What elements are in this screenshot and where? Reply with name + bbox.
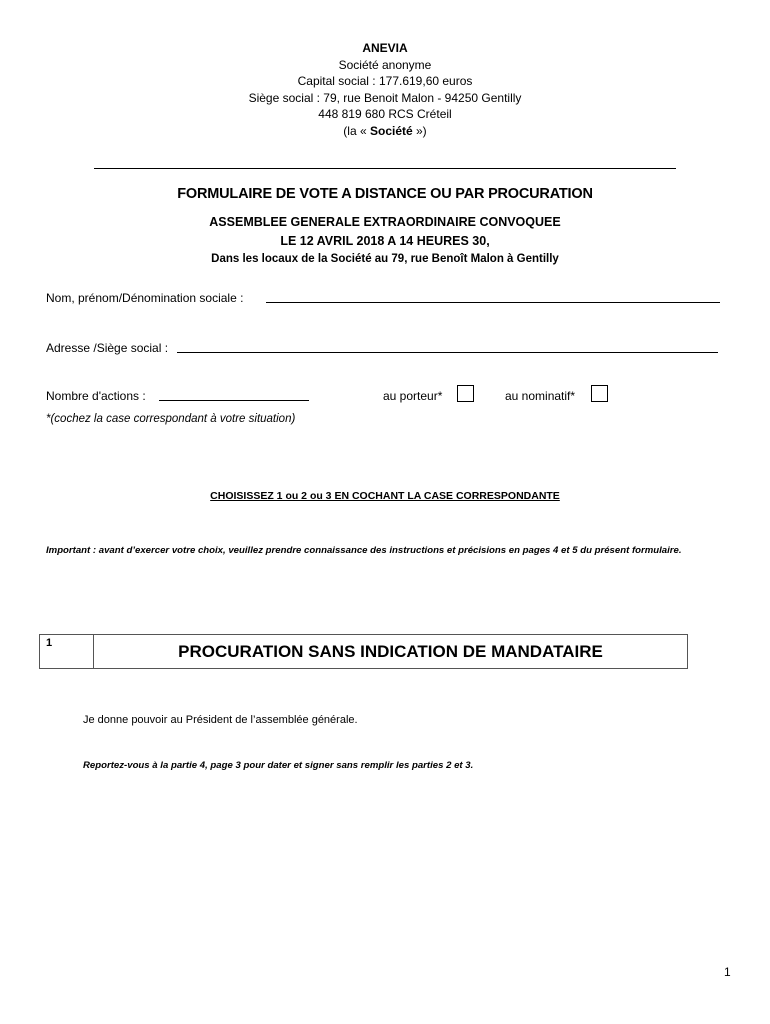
meeting-location: Dans les locaux de la Société au 79, rue Benoît Malon à Gentilly (211, 253, 559, 265)
registered-checkbox[interactable] (591, 385, 608, 402)
meeting-date: LE 12 AVRIL 2018 A 14 HEURES 30, (280, 234, 490, 248)
section-1-header (39, 634, 688, 669)
important-note: Important : avant d’exercer votre choix, veuillez prendre connaissance des instructions et précisions en pages 4 et 5 du présent formulaire. (46, 545, 682, 556)
choose-instruction: CHOISISSEZ 1 ou 2 ou 3 EN COCHANT LA CASE CORRESPONDANTE (210, 490, 560, 502)
name-field[interactable] (266, 302, 720, 303)
section-number: 1 (46, 637, 53, 649)
company-seat: Siège social : 79, rue Benoit Malon - 94250 Gentilly (248, 91, 522, 105)
alias-name: Société (369, 124, 413, 138)
form-title: FORMULAIRE DE VOTE A DISTANCE OU PAR PROCURATION (177, 186, 593, 202)
address-field[interactable] (177, 352, 718, 353)
shares-note: *(cochez la case correspondant à votre situation) (46, 413, 296, 425)
page-number: 1 (724, 965, 731, 979)
company-rcs: 448 819 680 RCS Créteil (318, 107, 452, 121)
bearer-label: au porteur* (383, 389, 443, 403)
section-1-instruction: Reportez-vous à la partie 4, page 3 pour dater et signer sans remplir les parties 2 et 3. (83, 760, 474, 771)
alias-suffix: ») (412, 124, 427, 138)
company-capital: Capital social : 177.619,60 euros (297, 74, 473, 88)
company-form: Société anonyme (338, 58, 432, 72)
company-name: ANEVIA (362, 41, 408, 55)
section-title: PROCURATION SANS INDICATION DE MANDATAIRE (178, 642, 603, 661)
header-divider (94, 168, 676, 169)
name-label: Nom, prénom/Dénomination sociale : (46, 291, 244, 305)
alias-prefix: (la « (343, 124, 370, 138)
shares-field[interactable] (159, 400, 309, 401)
section-1-text: Je donne pouvoir au Président de l’assemblée générale. (83, 714, 358, 726)
bearer-checkbox[interactable] (457, 385, 474, 402)
section-number-cell (40, 635, 94, 668)
address-label: Adresse /Siège social : (46, 341, 169, 355)
shares-label: Nombre d'actions : (46, 389, 146, 403)
company-alias (0, 123, 770, 139)
registered-label: au nominatif* (505, 389, 576, 403)
meeting-type: ASSEMBLEE GENERALE EXTRAORDINAIRE CONVOQUEE (209, 215, 561, 229)
